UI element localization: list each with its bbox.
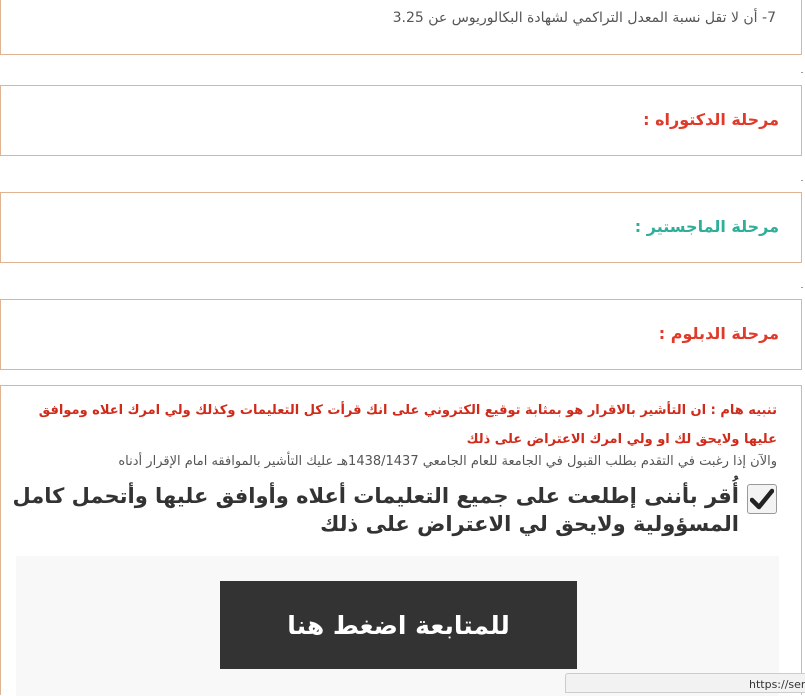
checkmark-icon: [750, 488, 774, 510]
requirements-panel: [0, 0, 802, 55]
master-section: [0, 192, 802, 263]
info-text: والآن إذا رغبت في التقدم بطلب القبول في الجامعة للعام الجامعي 1438/1437هـ عليك التأشير بالموافقه امام الإقرار أدناه: [118, 454, 777, 469]
agreement-row: [7, 482, 777, 538]
agreement-label[interactable]: أُقر بأننى إطلعت على جميع التعليمات أعلاه وأوافق عليها وأتحمل كامل المسؤولية ولايحق لي الاعتراض على ذلك: [12, 484, 739, 536]
divider: [801, 180, 803, 181]
phd-section-title[interactable]: مرحلة الدكتوراه :: [643, 110, 779, 129]
master-section-title[interactable]: مرحلة الماجستير :: [634, 217, 779, 236]
requirement-item-7: 7- أن لا تقل نسبة المعدل التراكمي لشهادة البكالوريوس عن 3.25: [392, 10, 776, 26]
divider: [801, 287, 803, 288]
divider: [801, 72, 803, 73]
notice-panel: [0, 385, 802, 695]
diploma-section: [0, 299, 802, 370]
status-bar-url: https://ser: [565, 673, 805, 693]
important-notice: تنبيه هام : ان التأشير بالاقرار هو بمثابة توقيع الكتروني على انك قرأت كل التعليمات وكذلك ولي امرك اعلاه وموافق عليها ولايحق لك او ولي امرك الاعتراض على ذلك: [38, 403, 777, 447]
phd-section: [0, 85, 802, 156]
agreement-checkbox[interactable]: [747, 484, 777, 514]
diploma-section-title[interactable]: مرحلة الدبلوم :: [658, 324, 779, 343]
continue-button[interactable]: للمتابعة اضغط هنا: [220, 581, 577, 669]
